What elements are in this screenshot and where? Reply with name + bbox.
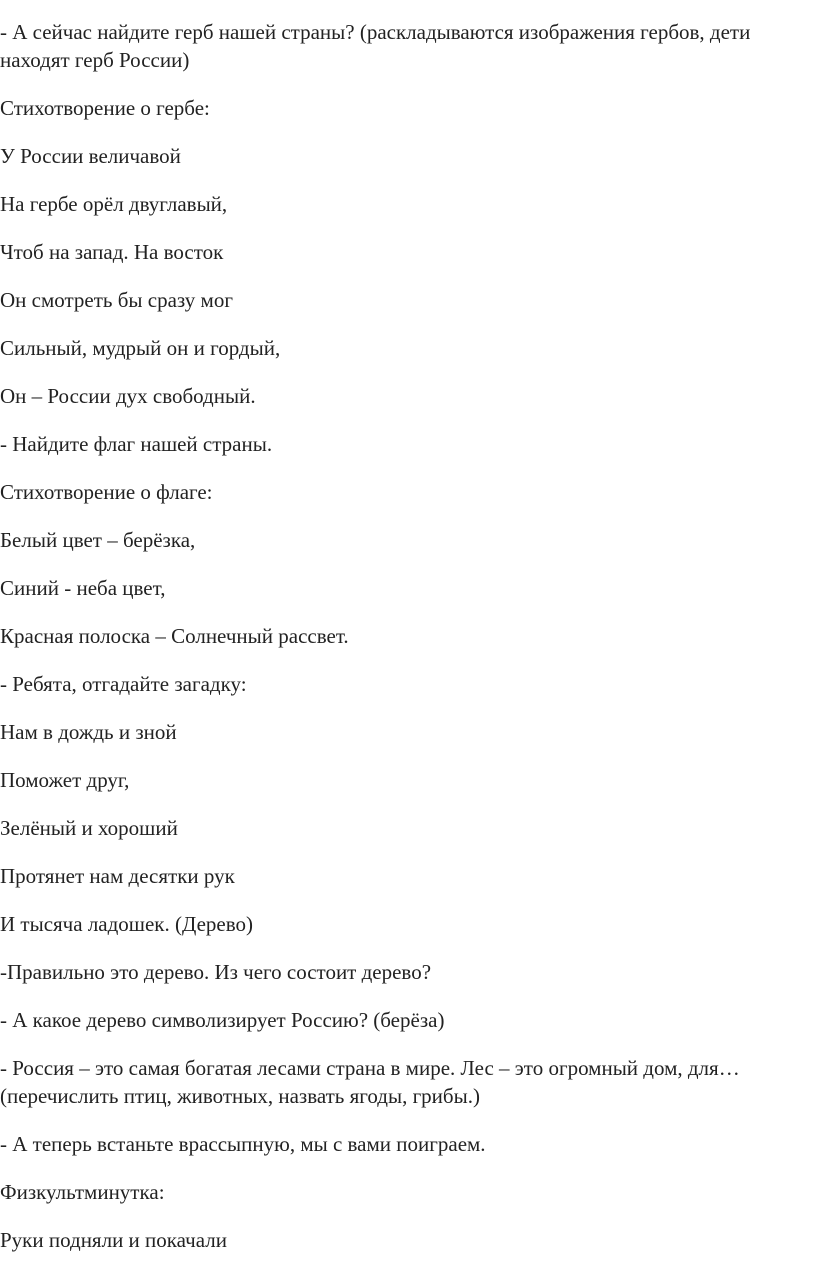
paragraph-riddle-intro: - Ребята, отгадайте загадку: [0,672,247,696]
poem-line: Он – России дух свободный. [0,384,256,408]
paragraph-game-intro: - А теперь встаньте врассыпную, мы с вами поиграем. [0,1132,486,1156]
paragraph-exercise-title: Физкультминутка: [0,1180,165,1204]
riddle-line: Протянет нам десятки рук [0,864,235,888]
poem-line: Он смотреть бы сразу мог [0,288,233,312]
riddle-line: Поможет друг, [0,768,130,792]
poem-line: Сильный, мудрый он и гордый, [0,336,281,360]
riddle-line: Нам в дождь и зной [0,720,177,744]
riddle-line: И тысяча ладошек. (Дерево) [0,912,253,936]
paragraph-poem-title-flag: Стихотворение о флаге: [0,480,213,504]
poem-line: Красная полоска – Солнечный рассвет. [0,624,349,648]
poem-line: На гербе орёл двуглавый, [0,192,228,216]
riddle-line: Зелёный и хороший [0,816,178,840]
paragraph-tree-question: -Правильно это дерево. Из чего состоит дерево? [0,960,432,984]
paragraph-birch-question: - А какое дерево символизирует Россию? (берёза) [0,1008,445,1032]
poem-line: Белый цвет – берёзка, [0,528,196,552]
paragraph-forest-text: - Россия – это самая богатая лесами страна в мире. Лес – это огромный дом, для… (перечислить птиц, животных, назвать ягоды, грибы.) [0,1056,740,1108]
paragraph-poem-title-coat: Стихотворение о гербе: [0,96,210,120]
poem-line: У России величавой [0,144,181,168]
exercise-line: Руки подняли и покачали [0,1228,227,1252]
paragraph-flag-task: - Найдите флаг нашей страны. [0,432,273,456]
paragraph-coat-of-arms-task: - А сейчас найдите герб нашей страны? (раскладываются изображения гербов, дети находят герб России) [0,20,751,72]
poem-line: Синий - неба цвет, [0,576,166,600]
poem-line: Чтоб на запад. На восток [0,240,224,264]
